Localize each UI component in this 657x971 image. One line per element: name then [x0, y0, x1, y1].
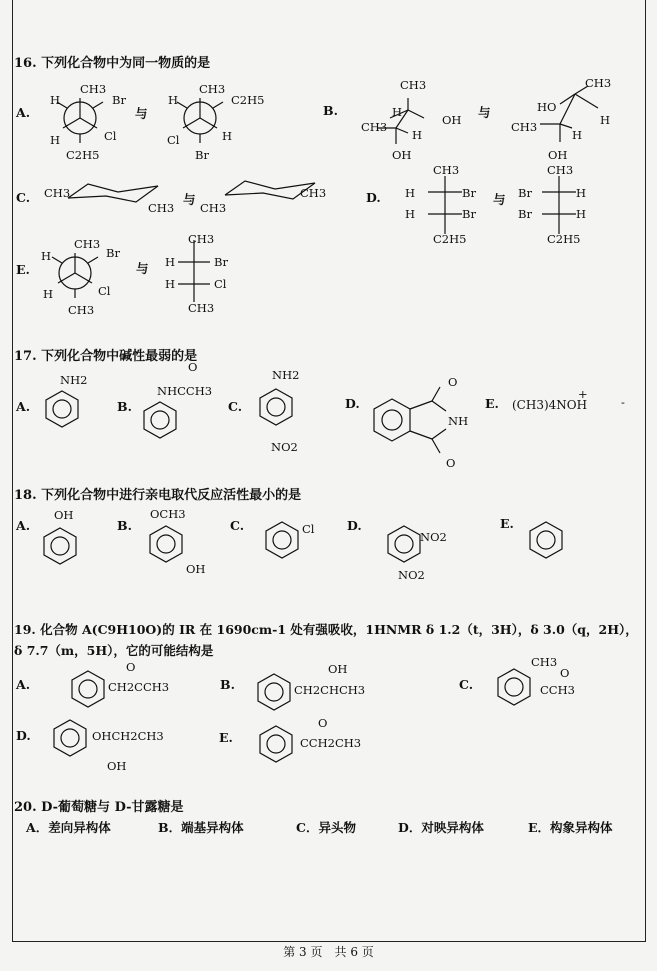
q16-a-l-bl: H — [50, 133, 61, 147]
q17-d-nh: NH — [448, 414, 469, 428]
q17-a-benzene — [42, 387, 82, 431]
q18-c-benzene — [262, 518, 302, 562]
q20-option-a: A．差向异构体 — [26, 820, 111, 835]
q16-e-r-3: Br — [214, 255, 228, 269]
q17-c-benzene — [256, 385, 296, 433]
q16-e-r-4: H — [165, 277, 176, 291]
q19-a-sub: CH2CCH3 — [108, 680, 170, 694]
q19-c-benzene — [494, 665, 534, 709]
q16-d-r-5: H — [576, 207, 587, 221]
q19-d-benzene — [50, 716, 90, 760]
q17-option-a-label: A. — [16, 399, 31, 414]
q16-a-r-bl: Cl — [167, 133, 180, 147]
q17-b-sub: NHCCH3 — [157, 384, 213, 398]
q16-e-fischer — [170, 236, 220, 308]
q16-a-l-tr: Br — [112, 93, 126, 107]
q16-e-l-4: H — [43, 287, 54, 301]
q16-option-b-label: B. — [323, 103, 338, 118]
q19-c-sub: CCH3 — [540, 683, 575, 697]
q18-a-oh: OH — [54, 508, 74, 522]
q16-e-r-1: CH3 — [188, 232, 215, 246]
q16-a-r-br: H — [222, 129, 233, 143]
q16-e-newman — [50, 248, 100, 298]
q16-c-l-1: CH3 — [44, 186, 71, 200]
q16-e-l-5: Cl — [98, 284, 111, 298]
q16-b-r-3: H — [600, 113, 611, 127]
q16-b-l-3: CH3 — [361, 120, 388, 134]
q17-d-o-bottom: O — [446, 456, 456, 470]
q19-e-o: O — [318, 716, 328, 730]
q19-e-sub: CCH2CH3 — [300, 736, 362, 750]
q16-c-l-2: CH3 — [148, 201, 175, 215]
q19-option-c-label: C. — [459, 677, 474, 692]
q17-d-o-top: O — [448, 375, 458, 389]
q16-option-a-label: A. — [16, 105, 31, 120]
q16-b-with: 与 — [478, 105, 491, 120]
q19-a-benzene — [68, 667, 108, 711]
q20-option-b: B．端基异构体 — [158, 820, 244, 835]
q18-b-benzene — [146, 522, 186, 566]
q17-option-d-label: D. — [345, 396, 360, 411]
q19-d-sub: OHCH2CH3 — [92, 729, 164, 743]
q16-e-r-6: CH3 — [188, 301, 215, 315]
q17-c-nh2: NH2 — [272, 368, 300, 382]
q16-b-l-5: H — [392, 105, 403, 119]
q17-option-e-label: E. — [485, 396, 499, 411]
q16-d-fischer-left — [420, 172, 470, 238]
q16-b-r-4: CH3 — [511, 120, 538, 134]
q18-option-e-label: E. — [500, 516, 514, 531]
q16-d-l-3: Br — [462, 186, 476, 200]
q16-a-newman-left — [55, 93, 105, 143]
q18-d-benzene — [384, 522, 424, 566]
q16-a-r-tr: C2H5 — [231, 93, 265, 107]
q17-b-o: O — [188, 360, 198, 374]
q17-option-b-label: B. — [117, 399, 132, 414]
q18-d-no2-b: NO2 — [398, 568, 425, 582]
q16-b-r-1: CH3 — [585, 76, 612, 90]
q18-d-no2-a: NO2 — [420, 530, 447, 544]
q20-option-d: D．对映异构体 — [398, 820, 484, 835]
q16-d-r-6: C2H5 — [547, 232, 581, 246]
q19-c-ch3: CH3 — [531, 655, 558, 669]
q16-b-sawhorse-right — [520, 80, 610, 150]
q19-option-e-label: E. — [219, 730, 233, 745]
q16-c-r-1: CH3 — [200, 201, 227, 215]
q18-b-oh: OH — [186, 562, 206, 576]
q16-b-l-6: OH — [392, 148, 412, 162]
q16-d-with: 与 — [493, 192, 506, 207]
q16-d-l-1: CH3 — [433, 163, 460, 177]
q16-option-c-label: C. — [16, 190, 31, 205]
question-18-stem: 18. 下列化合物中进行亲电取代反应活性最小的是 — [14, 488, 302, 503]
q16-option-d-label: D. — [366, 190, 381, 205]
q18-option-d-label: D. — [347, 518, 362, 533]
q16-b-r-6: OH — [548, 148, 568, 162]
q16-a-r-top: CH3 — [199, 82, 226, 96]
q16-e-l-2: H — [41, 249, 52, 263]
q17-a-sub: NH2 — [60, 373, 88, 387]
q16-a-l-br: Cl — [104, 129, 117, 143]
question-16-stem: 16. 下列化合物中为同一物质的是 — [14, 56, 211, 71]
q19-option-a-label: A. — [16, 677, 31, 692]
q16-a-r-tl: H — [168, 93, 179, 107]
q16-b-l-4: H — [412, 128, 423, 142]
q16-b-r-2: HO — [537, 100, 557, 114]
q16-a-l-tl: H — [50, 93, 61, 107]
question-19-stem-2: δ 7.7（m，5H），它的可能结构是 — [14, 643, 214, 658]
q18-option-a-label: A. — [16, 518, 31, 533]
q16-d-l-6: C2H5 — [433, 232, 467, 246]
q16-b-r-5: H — [572, 128, 583, 142]
q17-e-charge: + — [578, 387, 588, 401]
q16-option-e-label: E. — [16, 262, 30, 277]
q17-b-benzene — [140, 398, 180, 442]
q19-c-o: O — [560, 666, 570, 680]
q16-a-r-bottom: Br — [195, 148, 209, 162]
page-footer: 第 3 页 共 6 页 — [283, 945, 374, 959]
q18-a-benzene — [40, 524, 80, 568]
q18-e-benzene — [526, 518, 566, 562]
q16-a-l-bottom: C2H5 — [66, 148, 100, 162]
q16-d-r-3: H — [576, 186, 587, 200]
q19-b-benzene — [254, 670, 294, 714]
question-19-stem: 19. 化合物 A(C9H10O)的 IR 在 1690cm-1 处有强吸收，1HNMR δ 1.2（t，3H），δ 3.0（q，2H）， — [14, 622, 638, 637]
q16-a-newman-right — [175, 93, 225, 143]
q16-b-sawhorse-left — [368, 88, 448, 148]
q18-c-cl: Cl — [302, 522, 315, 536]
q19-d-oh: OH — [107, 759, 127, 773]
q16-e-l-3: Br — [106, 246, 120, 260]
q16-b-l-2: OH — [442, 113, 462, 127]
q19-option-b-label: B. — [220, 677, 235, 692]
q19-a-o: O — [126, 660, 136, 674]
q16-e-l-6: CH3 — [68, 303, 95, 317]
q16-e-r-2: H — [165, 255, 176, 269]
q16-a-with: 与 — [135, 106, 148, 121]
q16-c-with: 与 — [183, 192, 196, 207]
q16-d-r-1: CH3 — [547, 163, 574, 177]
q18-option-c-label: C. — [230, 518, 245, 533]
q20-option-c: C．异头物 — [296, 820, 356, 835]
q17-e-anion: - — [621, 395, 625, 409]
q17-e-formula: (CH3)4NOH — [512, 398, 588, 412]
question-20-stem: 20. D-葡萄糖与 D-甘露糖是 — [14, 800, 184, 815]
q19-b-sub: CH2CHCH3 — [294, 683, 366, 697]
q19-b-oh: OH — [328, 662, 348, 676]
q16-a-l-top: CH3 — [80, 82, 107, 96]
q16-d-l-2: H — [405, 186, 416, 200]
q16-d-r-4: Br — [518, 207, 532, 221]
q17-c-no2: NO2 — [271, 440, 298, 454]
q16-e-l-1: CH3 — [74, 237, 101, 251]
q20-option-e: E．构象异构体 — [528, 820, 613, 835]
q18-b-och3: OCH3 — [150, 507, 186, 521]
q16-d-r-2: Br — [518, 186, 532, 200]
q19-e-benzene — [256, 722, 296, 766]
question-17-stem: 17. 下列化合物中碱性最弱的是 — [14, 349, 198, 364]
q16-d-fischer-right — [534, 172, 587, 238]
q16-e-r-5: Cl — [214, 277, 227, 291]
q16-e-with: 与 — [136, 261, 149, 276]
q16-b-l-1: CH3 — [400, 78, 427, 92]
q16-c-r-2: CH3 — [300, 186, 327, 200]
q18-option-b-label: B. — [117, 518, 132, 533]
q17-option-c-label: C. — [228, 399, 243, 414]
q19-option-d-label: D. — [16, 728, 31, 743]
q16-d-l-5: Br — [462, 207, 476, 221]
q16-d-l-4: H — [405, 207, 416, 221]
